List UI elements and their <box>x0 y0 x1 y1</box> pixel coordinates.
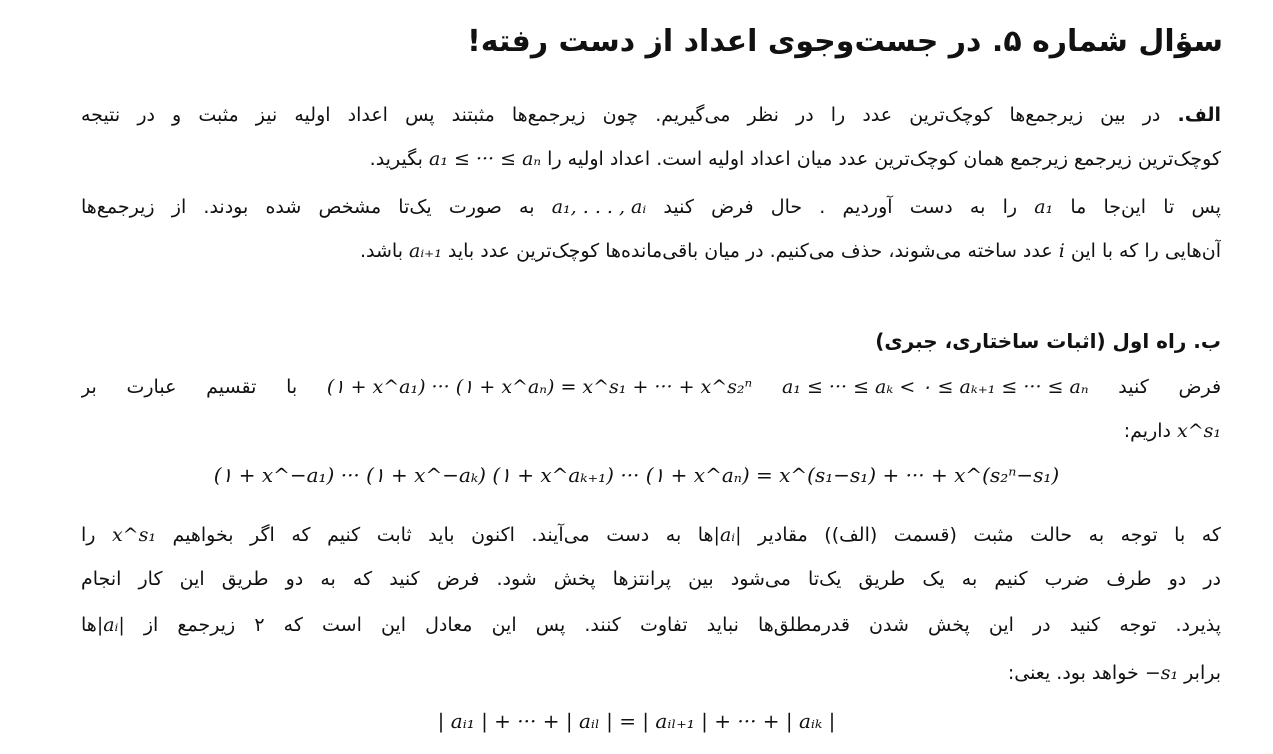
part-b-p2-math-xs1: x^s₁ <box>111 524 156 546</box>
display-equation-2: | aᵢ₁ | + ··· + | aᵢₗ | = | aᵢₗ₊₁ | + ··· + | aᵢₖ | <box>437 709 836 733</box>
part-a-text-3c: به صورت یک‌تا مشخص شده بودند. از زیرجمع‌ها <box>81 196 535 218</box>
part-b-p2-text-1a: که با توجه به حالت مثبت (قسمت (الف)) مقادیر <box>758 524 1221 546</box>
part-b-math-product: (۱ + x^a₁) ··· (۱ + x^aₙ) = x^s₁ + ··· + x^s₂ⁿ <box>326 376 753 398</box>
part-a-text-4a: آن‌هایی را که با این <box>1070 240 1221 262</box>
part-b-p2-text-4a: برابر <box>1184 662 1221 684</box>
part-a-text-1: در بین زیرجمع‌ها کوچک‌ترین عدد را در نظر می‌گیریم. چون زیرجمع‌ها مثبتند پس اعداد اولیه نیز مثبت و در نتیجه <box>81 104 1161 126</box>
part-b-heading: ب. راه اول (اثبات ساختاری، جبری) <box>875 329 1221 353</box>
display-equation-1: (۱ + x^−a₁) ··· (۱ + x^−aₖ) (۱ + x^aₖ₊₁) ··· (۱ + x^aₙ) = x^(s₁−s₁) + ··· + x^(s₂ⁿ−s₁) <box>213 463 1060 487</box>
part-b-p2-text-1c: را <box>81 524 96 546</box>
part-a-text-4c: باشد. <box>359 240 403 262</box>
part-b-text-2: داریم: <box>1123 420 1171 442</box>
part-a-text-3b: را به دست آوردیم . حال فرض کنید <box>663 196 1018 218</box>
part-b-p2-math-neg-s1: −s₁ <box>1144 662 1179 684</box>
part-a-line-4 <box>81 236 1221 266</box>
part-a-math-a1: a₁ <box>1034 196 1054 218</box>
part-b-p2-math-abs-2: |aᵢ| <box>96 614 125 636</box>
part-b-math-xs1: x^s₁ <box>1176 420 1221 442</box>
part-a-text-2: کوچک‌ترین زیرجمع زیرجمع همان کوچک‌ترین عدد میان اعداد اولیه است. اعداد اولیه را <box>547 148 1221 170</box>
part-b-line-2 <box>81 416 1221 446</box>
part-a-text-4b: عدد ساخته می‌شوند، حذف می‌کنیم. در میان باقی‌مانده‌ها کوچک‌ترین عدد باید <box>447 240 1053 262</box>
part-b-para2-line-3 <box>81 610 1221 640</box>
part-b-text-1a: فرض کنید <box>1118 376 1221 398</box>
part-b-math-order: a₁ ≤ ··· ≤ aₖ < ۰ ≤ aₖ₊₁ ≤ ··· ≤ aₙ <box>781 376 1089 398</box>
part-b-p2-text-1b: ها به دست می‌آیند. اکنون باید ثابت کنیم که اگر بخواهیم <box>172 524 714 546</box>
part-b-para2-line-2: در دو طرف ضرب کنیم به یک طریق یک‌تا می‌شود بین پرانتزها پخش شود. فرض کنید که به دو طریق این کار انجام <box>81 568 1221 590</box>
part-a-math-order: a₁ ≤ ··· ≤ aₙ <box>429 148 542 170</box>
part-a-math-seq: a₁, . . . , aᵢ <box>551 196 647 218</box>
part-a-math-ai1: aᵢ₊₁ <box>409 240 442 262</box>
part-b-p2-math-abs: |aᵢ| <box>713 524 742 546</box>
problem-title: سؤال شماره ۵. در جست‌وجوی اعداد از دست رفته! <box>467 24 1223 59</box>
part-a-line-2 <box>81 144 1221 174</box>
part-b-para2-line-4 <box>81 658 1221 688</box>
part-b-para2-line-1 <box>81 520 1221 550</box>
part-a-text-2-end: بگیرید. <box>369 148 423 170</box>
part-b-p2-text-4b: خواهد بود. یعنی: <box>1007 662 1139 684</box>
part-b-line-1 <box>81 372 1221 402</box>
part-a-math-i: i <box>1058 240 1065 262</box>
part-a-line-3 <box>81 192 1221 222</box>
part-a-line-1 <box>81 100 1221 130</box>
part-b-text-1b: با تقسیم عبارت بر <box>81 376 298 398</box>
part-b-p2-text-3a: پذیرد. توجه کنید در این پخش شدن قدرمطلق‌ها نباید تفاوت کنند. پس این معادل این است که ۲ زیرجمع از <box>143 614 1221 636</box>
part-a-text-3a: پس تا این‌جا ما <box>1070 196 1221 218</box>
part-b-p2-text-3b: ها <box>81 614 97 636</box>
part-a-label: الف. <box>1177 104 1221 126</box>
